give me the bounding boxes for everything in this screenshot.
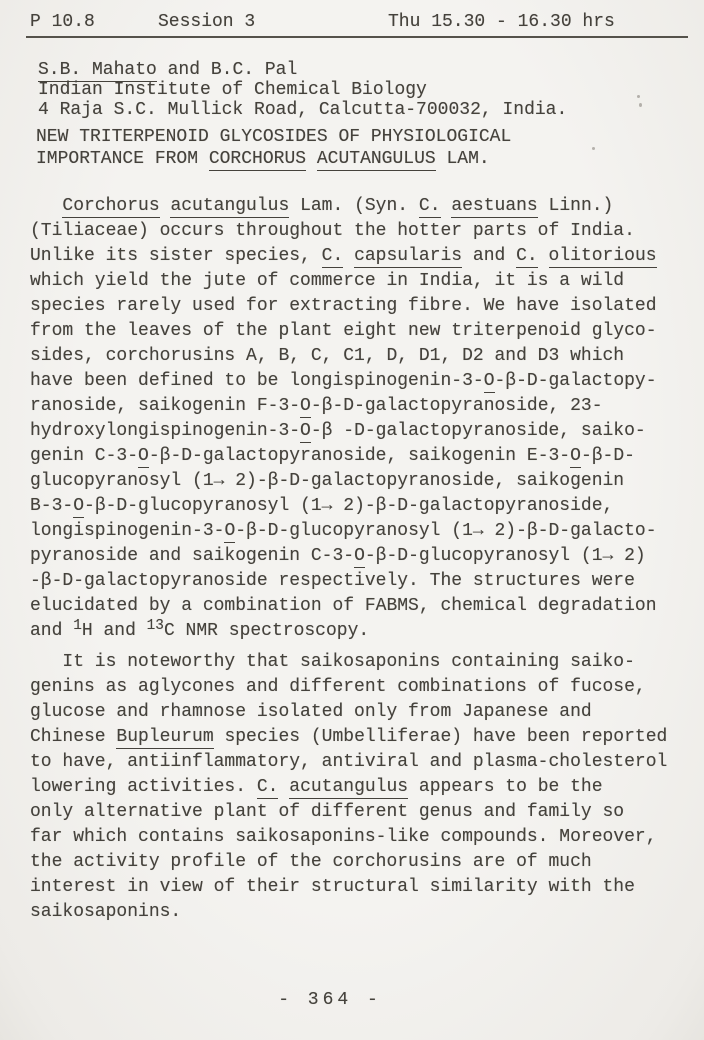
text-line (36, 126, 511, 148)
text-segment: -β-D-glucopyranosyl (1→ 2) (364, 546, 646, 566)
text-segment: (Tiliaceae) occurs throughout the hotter parts of India. (30, 221, 635, 241)
text-line (30, 594, 657, 619)
superscript-text: 1 (73, 617, 82, 634)
text-segment: saikosaponins. (30, 902, 182, 922)
text-line (30, 775, 667, 800)
text-line (30, 369, 657, 394)
underlined-text: O (483, 371, 495, 391)
underlined-text: ACUTANGULUS (316, 149, 436, 169)
text-line (30, 269, 657, 294)
underlined-text: C. (321, 246, 344, 266)
text-segment: and (30, 621, 74, 641)
underlined-text: O (354, 546, 365, 566)
text-segment: the activity profile of the corchorusins are of much (30, 852, 592, 872)
text-line (30, 344, 657, 369)
page-header (26, 12, 688, 38)
underlined-text: O (300, 396, 311, 416)
text-line (30, 675, 667, 700)
abstract-paragraph-2 (30, 650, 667, 925)
text-line (30, 194, 657, 219)
text-segment: to have, antiinflammatory, antiviral and plasma-cholesterol (30, 752, 668, 772)
text-segment (538, 246, 549, 266)
text-segment (278, 777, 289, 797)
text-line (30, 650, 667, 675)
text-segment: and (462, 246, 517, 266)
text-segment: appears to be the (408, 777, 603, 797)
text-segment (343, 246, 354, 266)
text-line (30, 219, 657, 244)
scan-speck (639, 103, 642, 107)
superscript-text: 13 (146, 617, 164, 634)
text-segment (30, 196, 62, 216)
text-segment (306, 149, 317, 169)
session-time: Thu 15.30 - 16.30 hrs (388, 12, 615, 32)
text-segment: which yield the jute of commerce in India, it is a wild (30, 271, 625, 291)
text-line (38, 60, 567, 80)
underlined-text: olitorious (548, 246, 657, 266)
text-segment: glucopyranosyl (1→ 2)-β-D-galactopyranoside, saikogenin (30, 471, 625, 491)
text-segment: 4 Raja S.C. Mullick Road, Calcutta-700032, India. (38, 100, 568, 120)
text-segment: genin C-3- (30, 446, 139, 466)
text-segment: NEW TRITERPENOID GLYCOSIDES OF PHYSIOLOGICAL (36, 127, 512, 147)
text-segment: elucidated by a combination of FABMS, chemical degradation (30, 596, 657, 616)
text-segment: B-3- (30, 496, 74, 516)
underlined-text: aestuans (451, 196, 538, 216)
text-segment: -β-D-galactopyranoside respectively. The structures were (30, 571, 635, 591)
text-segment: only alternative plant of different genus and family so (30, 802, 625, 822)
text-segment: -β-D-galactopy- (494, 371, 657, 391)
underlined-text: C. (256, 777, 279, 797)
underlined-text: O (73, 496, 85, 516)
text-segment: sides, corchorusins A, B, C, C1, D, D1, D2 and D3 which (30, 346, 625, 366)
text-line (30, 394, 657, 419)
text-segment: species rarely used for extracting fibre. We have isolated (30, 296, 657, 316)
text-line (30, 900, 667, 925)
text-segment: species (Umbelliferae) have been reported (213, 727, 668, 747)
text-segment: -β-D-galactopyranoside, saikogenin E-3- (148, 446, 571, 466)
underlined-text: capsularis (354, 246, 463, 266)
text-segment: -β-D-glucopyranosyl (1→ 2)-β-D-galacto- (235, 521, 657, 541)
authors-block (38, 60, 567, 120)
text-segment: It is noteworthy that saikosaponins containing saiko- (30, 652, 635, 672)
text-segment: longispinogenin-3- (30, 521, 225, 541)
abstract-paragraph-1 (30, 194, 657, 645)
text-line (30, 244, 657, 269)
underlined-text: Bupleurum (116, 727, 214, 747)
text-segment: -β-D-galactopyranoside, 23- (310, 396, 603, 416)
text-line (30, 494, 657, 519)
text-segment: Indian Institute of Chemical Biology (38, 80, 427, 100)
underlined-text: O (300, 421, 311, 441)
text-segment: Lam. (Syn. (289, 196, 419, 216)
underlined-text: O (570, 446, 581, 466)
text-segment: glucose and rhamnose isolated only from Japanese and (30, 702, 592, 722)
text-segment: ranoside, saikogenin F-3- (30, 396, 301, 416)
text-segment (160, 196, 171, 216)
text-segment: Chinese (30, 727, 117, 747)
text-segment (441, 196, 452, 216)
text-segment: Unlike its sister species, (30, 246, 322, 266)
text-line (30, 700, 667, 725)
text-line (38, 100, 567, 120)
text-line (30, 825, 667, 850)
page-number: - 364 - (278, 990, 382, 1010)
text-line (36, 148, 511, 170)
text-line (30, 619, 657, 645)
text-segment: -β -D-galactopyranoside, saiko- (310, 421, 646, 441)
underlined-text: acutangulus (170, 196, 290, 216)
underlined-text: O (138, 446, 149, 466)
scan-speck (592, 147, 595, 150)
text-line (30, 294, 657, 319)
underlined-text: acutangulus (289, 777, 409, 797)
text-segment: Linn.) (537, 196, 614, 216)
text-line (30, 444, 657, 469)
text-line (30, 419, 657, 444)
text-line (30, 850, 667, 875)
abstract-code: P 10.8 (30, 12, 95, 32)
text-line (30, 519, 657, 544)
underlined-text: Corchorus (62, 196, 160, 216)
text-segment: far which contains saikosaponins-like compounds. Moreover, (30, 827, 657, 847)
text-segment: -β-D- (580, 446, 635, 466)
abstract-title (36, 126, 511, 170)
text-line (30, 875, 667, 900)
text-line (30, 800, 667, 825)
text-segment: -β-D-glucopyranosyl (1→ 2)-β-D-galactopyranoside, (84, 496, 614, 516)
text-segment: H and (81, 621, 147, 641)
text-line (38, 80, 567, 100)
text-segment: lowering activities. (30, 777, 257, 797)
underlined-text: S.B. Mahato (38, 60, 157, 80)
text-segment: genins as aglycones and different combinations of fucose, (30, 677, 646, 697)
underlined-text: C. (418, 196, 441, 216)
text-line (30, 469, 657, 494)
underlined-text: C. (516, 246, 538, 266)
text-segment: hydroxylongispinogenin-3- (30, 421, 301, 441)
text-line (30, 569, 657, 594)
text-segment: pyranoside and saikogenin C-3- (30, 546, 355, 566)
text-segment: and B.C. Pal (156, 60, 298, 80)
text-segment: interest in view of their structural similarity with the (30, 877, 635, 897)
text-line (30, 319, 657, 344)
text-segment: C NMR spectroscopy. (163, 621, 370, 641)
text-segment: IMPORTANCE FROM (36, 149, 209, 169)
session-label: Session 3 (158, 12, 256, 32)
text-line (30, 544, 657, 569)
text-line (30, 725, 667, 750)
underlined-text: CORCHORUS (208, 149, 307, 169)
scan-speck (637, 95, 640, 98)
text-line (30, 750, 667, 775)
underlined-text: O (224, 521, 236, 541)
text-segment: from the leaves of the plant eight new triterpenoid glyco- (30, 321, 657, 341)
text-segment: LAM. (435, 149, 490, 169)
text-segment: have been defined to be longispinogenin-3- (30, 371, 484, 391)
